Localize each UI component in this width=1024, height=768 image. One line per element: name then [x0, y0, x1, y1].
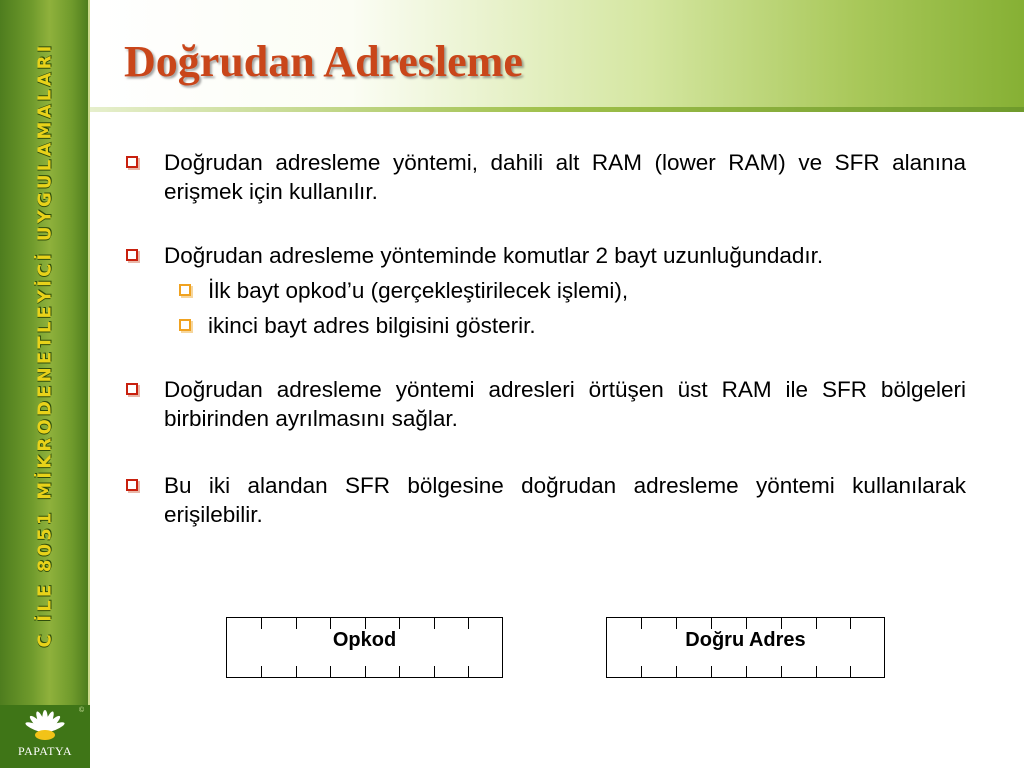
slide-title: Doğrudan Adresleme — [124, 37, 523, 86]
sidebar-divider — [88, 0, 90, 768]
checkbox-bullet-icon — [179, 319, 191, 331]
checkbox-bullet-icon — [179, 284, 191, 296]
slide-content — [124, 148, 966, 529]
publisher-name: PAPATYA — [18, 744, 72, 758]
bullet-text: Bu iki alandan SFR bölgesine doğrudan adresleme yöntemi kullanılarak erişilebilir. — [164, 473, 966, 527]
title-underline — [90, 107, 1024, 112]
opcode-label: Opkod — [332, 629, 397, 651]
sub-bullet-item — [124, 276, 966, 305]
checkbox-bullet-icon — [126, 249, 138, 261]
bullet-text: Doğrudan adresleme yöntemi adresleri örtüşen üst RAM ile SFR bölgeleri birbirinden ayrılmasını sağlar. — [164, 377, 966, 431]
checkbox-bullet-icon — [126, 156, 138, 168]
opcode-byte-box — [226, 617, 503, 678]
address-byte-box — [606, 617, 885, 678]
address-label: Doğru Adres — [685, 629, 806, 651]
book-title-vertical: C İLE 8051 MİKRODENETLEYİCİ UYGULAMALARI — [34, 42, 56, 648]
bullet-item — [124, 375, 966, 433]
sub-bullet-text: İlk bayt opkod’u (gerçekleştirilecek işlemi), — [208, 278, 629, 303]
bullet-item — [124, 148, 966, 206]
daisy-flower-icon — [18, 709, 72, 749]
bullet-item — [124, 471, 966, 529]
sub-bullet-item — [124, 311, 966, 340]
sub-bullet-text: ikinci bayt adres bilgisini gösterir. — [208, 313, 536, 338]
checkbox-bullet-icon — [126, 479, 138, 491]
copyright-mark: © — [79, 707, 85, 714]
checkbox-bullet-icon — [126, 383, 138, 395]
bullet-text: Doğrudan adresleme yöntemi, dahili alt RAM (lower RAM) ve SFR alanına erişmek için kullanılır. — [164, 150, 966, 204]
bullet-text: Doğrudan adresleme yönteminde komutlar 2 bayt uzunluğundadır. — [164, 243, 824, 268]
bullet-item — [124, 241, 966, 270]
